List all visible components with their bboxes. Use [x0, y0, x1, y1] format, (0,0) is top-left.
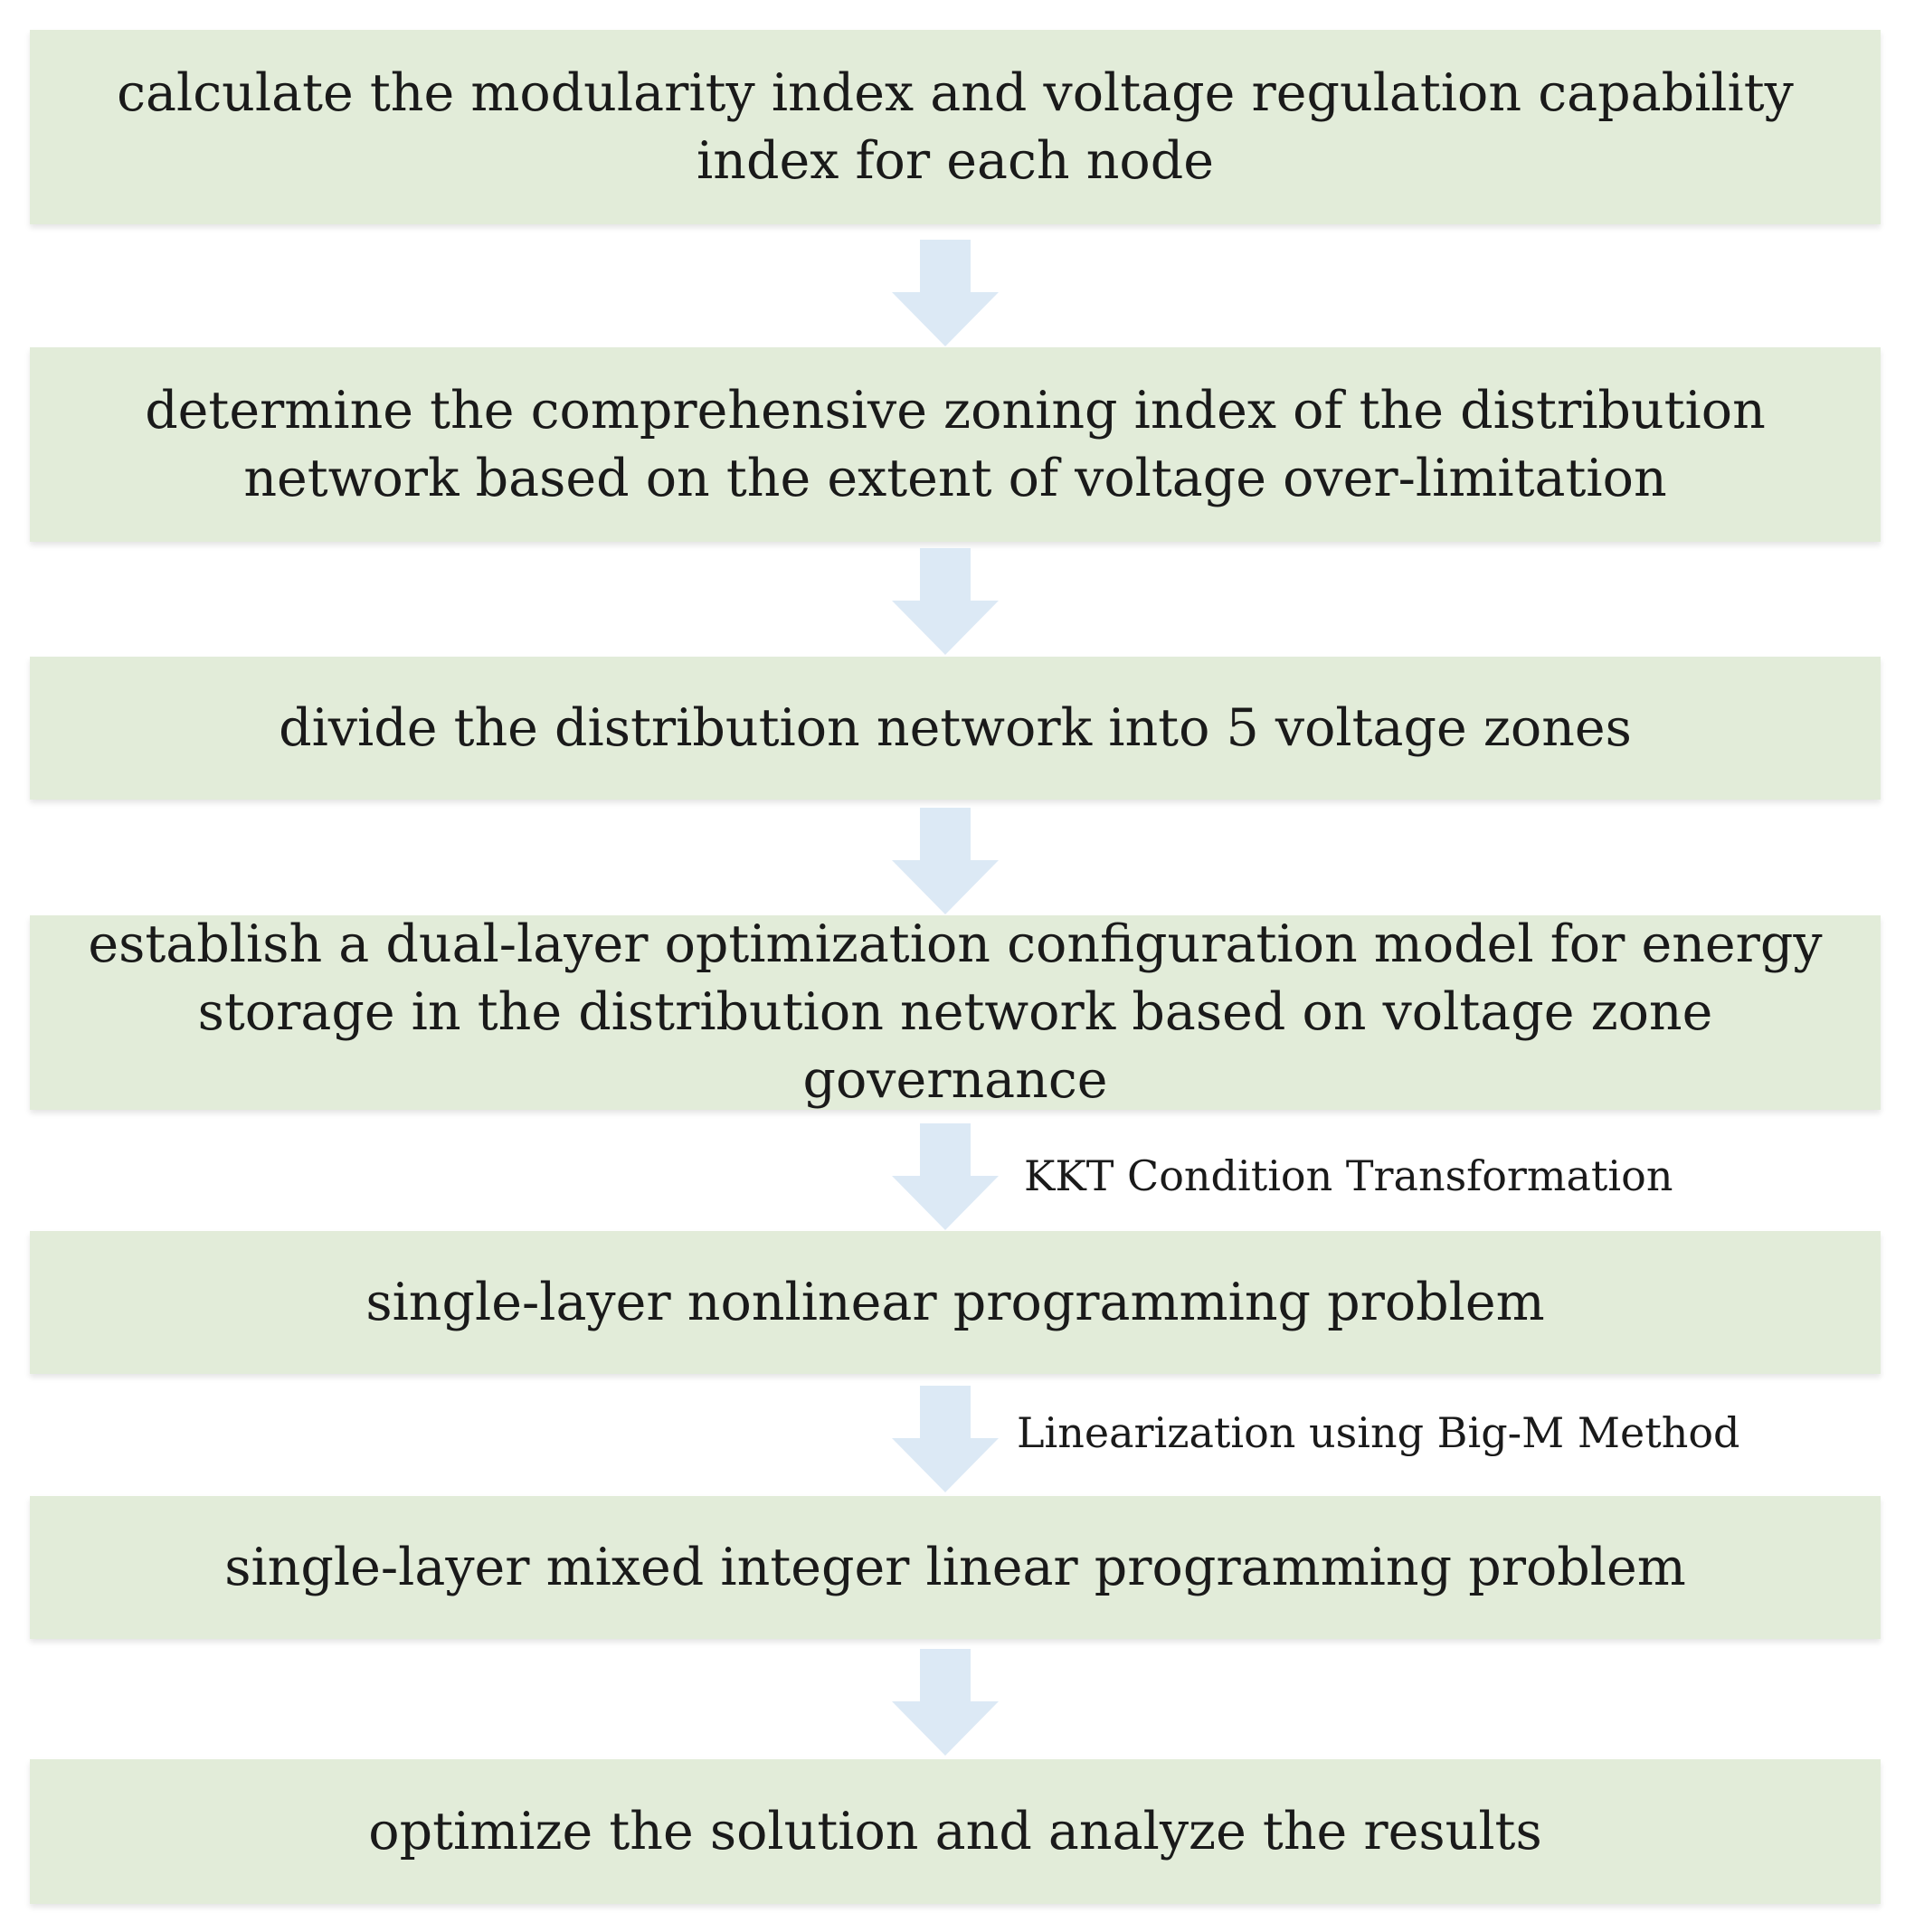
flow-arrow-6 — [892, 1649, 999, 1756]
step-3-box — [30, 657, 1881, 800]
step-1-box — [30, 30, 1881, 224]
flow-arrow-1 — [892, 240, 999, 346]
step-4-text: establish a dual-layer optimization configuration model for energy storage in the distribution network based on voltage zone governance — [88, 914, 1823, 1110]
step-2-box — [30, 347, 1881, 542]
step-6-text: single-layer mixed integer linear programming problem — [224, 1537, 1686, 1597]
step-3-text: divide the distribution network into 5 voltage zones — [279, 697, 1632, 758]
step-7-box — [30, 1759, 1881, 1904]
flow-arrow-3 — [892, 808, 999, 914]
flow-arrow-2 — [892, 548, 999, 655]
step-2-text: determine the comprehensive zoning index of the distribution network based on the extent of voltage over-limitation — [145, 380, 1766, 508]
transition-label-kkt: KKT Condition Transformation — [1024, 1151, 1673, 1200]
step-6-box — [30, 1496, 1881, 1639]
transition-label-big-m: Linearization using Big-M Method — [1017, 1408, 1740, 1457]
step-7-text: optimize the solution and analyze the results — [368, 1801, 1542, 1861]
step-1-text: calculate the modularity index and voltage regulation capability index for each node — [117, 62, 1794, 191]
step-5-box — [30, 1231, 1881, 1374]
step-5-text: single-layer nonlinear programming problem — [365, 1272, 1545, 1332]
flow-arrow-4 — [892, 1123, 999, 1230]
flow-arrow-5 — [892, 1386, 999, 1492]
step-4-box — [30, 915, 1881, 1110]
